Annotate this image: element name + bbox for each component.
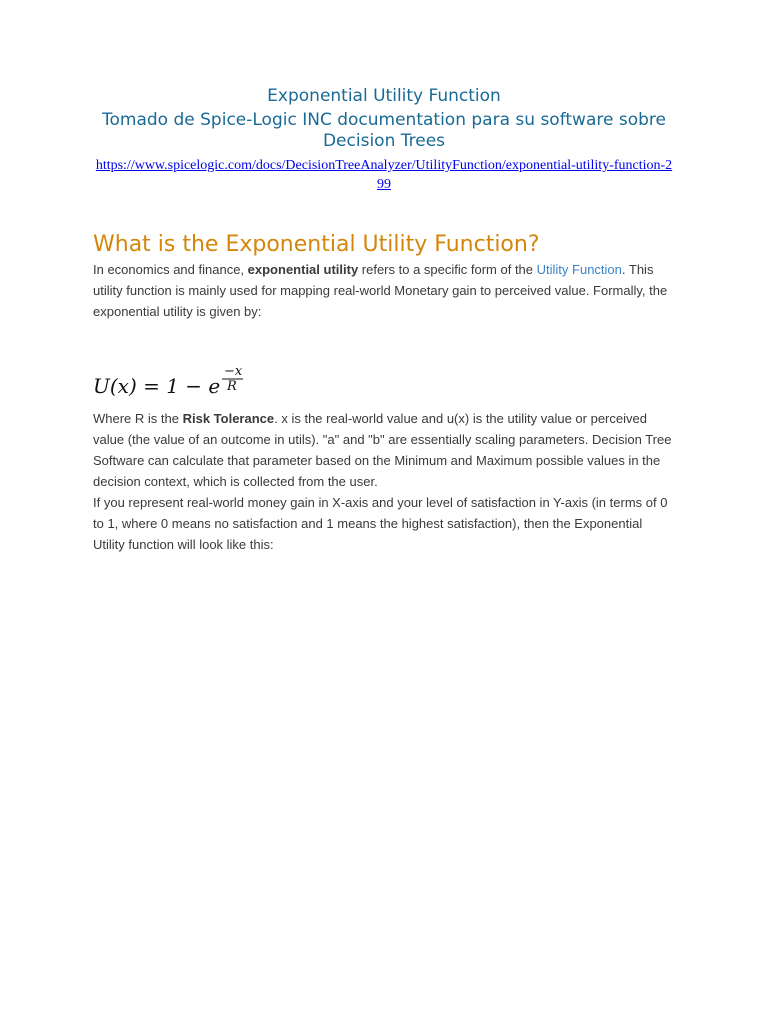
risk-text-after: . x is the real-world value and u(x) is the utility value or perceived value (the value of an outcome in utils). "a" and "b" are essentially scaling parameters. Decision Tree Software can calculate that parameter based on the Minimum and Maximum possible values in the decision context, which is collected from the user. <box>93 411 672 489</box>
source-url-link[interactable]: https://www.spicelogic.com/docs/DecisionTreeAnalyzer/UtilityFunction/exponential-utility-function-299 <box>95 158 673 192</box>
intro-text-before: In economics and finance, <box>93 262 248 277</box>
document-subtitle: Tomado de Spice-Logic INC documentation para su software sobre Decision Trees <box>102 110 666 151</box>
section-heading: What is the Exponential Utility Function? <box>93 232 540 257</box>
intro-text-after: . This utility function is mainly used for mapping real-world Monetary gain to perceived value. Formally, the exponential utility is given by: <box>93 262 668 319</box>
document-page <box>93 86 675 555</box>
risk-tolerance-paragraph <box>93 408 675 492</box>
intro-text-middle: refers to a specific form of the <box>358 262 537 277</box>
satisfaction-paragraph: If you represent real-world money gain in X-axis and your level of satisfaction in Y-axis (in terms of 0 to 1, where 0 means no satisfaction and 1 means the highest satisfaction), then the Exponential Utility function will look like this: <box>93 495 668 552</box>
formula-exponent-denominator: R <box>227 379 237 394</box>
intro-paragraph <box>93 259 675 322</box>
exponential-utility-term: exponential utility <box>247 262 359 277</box>
risk-text-before: Where R is the <box>93 411 183 426</box>
document-title: Exponential Utility Function <box>267 86 501 106</box>
formula-exponent-numerator: −x <box>224 364 243 379</box>
utility-function-link[interactable]: Utility Function <box>536 262 622 277</box>
formula-graphic <box>93 358 263 408</box>
formula-lhs: U(x) = 1 − e <box>93 374 221 398</box>
utility-formula <box>93 358 675 408</box>
risk-tolerance-term: Risk Tolerance <box>182 411 275 426</box>
